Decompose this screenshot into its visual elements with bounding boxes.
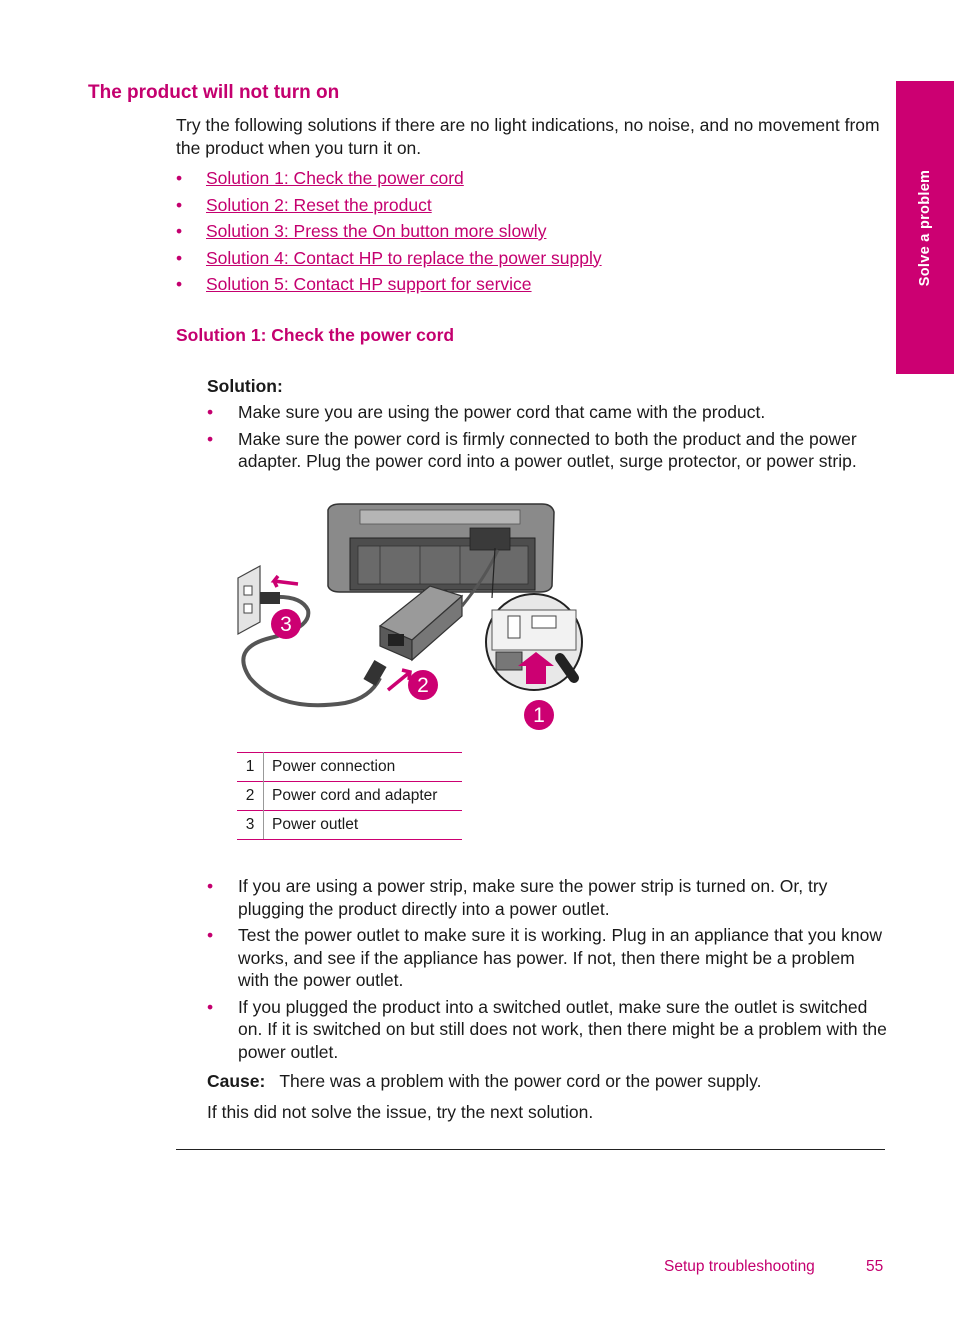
bullet: •	[207, 876, 214, 896]
bullet: •	[176, 247, 183, 268]
legend-number: 3	[237, 811, 264, 840]
bullet: •	[207, 428, 214, 449]
legend-label: Power outlet	[264, 811, 463, 840]
bullet: •	[207, 996, 214, 1017]
solution-3-link[interactable]: Solution 3: Press the On button more slowly	[206, 221, 547, 241]
solution-1-heading: Solution 1: Check the power cord	[176, 325, 455, 345]
table-row	[237, 782, 462, 811]
arrow-icon	[274, 576, 298, 587]
footer-section: Setup troubleshooting	[664, 1258, 815, 1275]
step-text: If you plugged the product into a switched outlet, make sure the outlet is switched on. If it is switched on but still does not work, then there might be a problem with the power outlet.	[238, 996, 887, 1062]
zoom-detail-image	[486, 594, 582, 690]
section-divider	[176, 1149, 885, 1150]
callout-1	[524, 700, 554, 730]
step-item	[207, 924, 887, 992]
cause-label: Cause:	[207, 1071, 266, 1091]
legend-label: Power cord and adapter	[264, 782, 463, 811]
step-text: If you are using a power strip, make sure the power strip is turned on. Or, try plugging the product directly into a power outlet.	[238, 876, 828, 919]
solution-2-link[interactable]: Solution 2: Reset the product	[206, 194, 432, 215]
bullet: •	[176, 274, 183, 294]
plug-image	[260, 592, 280, 604]
solution-list-item	[176, 219, 602, 246]
cause-text: There was a problem with the power cord or the power supply.	[279, 1071, 762, 1091]
callout-3	[271, 609, 301, 639]
svg-text:3: 3	[280, 613, 292, 636]
legend-label: Power connection	[264, 753, 463, 782]
chapter-tab-label: Solve a problem	[917, 169, 933, 286]
solution-list-item	[176, 246, 602, 273]
bullet: •	[207, 402, 214, 422]
solution-list-item	[176, 166, 602, 193]
legend-number: 2	[237, 782, 264, 811]
step-text: Make sure you are using the power cord that came with the product.	[238, 402, 766, 422]
step-item	[207, 996, 887, 1064]
callout-2	[408, 670, 438, 700]
printer-image	[328, 504, 554, 592]
page-number: 55	[866, 1258, 884, 1275]
figure-legend-table	[237, 752, 462, 840]
connector-image	[363, 660, 386, 686]
step-item	[207, 875, 887, 920]
step-item	[207, 428, 887, 473]
solution-label: Solution:	[207, 376, 283, 396]
solution-4-link[interactable]: Solution 4: Contact HP to replace the power supply	[206, 247, 602, 268]
next-solution-text: If this did not solve the issue, try the next solution.	[207, 1102, 594, 1122]
table-row	[237, 753, 462, 782]
power-connection-illustration	[230, 498, 590, 733]
bullet: •	[176, 168, 183, 188]
steps-before-list	[207, 401, 887, 477]
legend-number: 1	[237, 753, 264, 782]
wall-outlet-image	[238, 566, 260, 634]
table-row	[237, 811, 462, 840]
steps-after-list	[207, 875, 887, 1067]
solution-list-item	[176, 272, 602, 299]
solution-1-link[interactable]: Solution 1: Check the power cord	[206, 168, 464, 188]
solution-list-item	[176, 193, 602, 220]
bullet: •	[176, 221, 183, 241]
bullet: •	[207, 925, 214, 945]
svg-text:1: 1	[533, 704, 545, 727]
step-text: Test the power outlet to make sure it is working. Plug in an appliance that you know works, and see if the appliance has power. If not, then there might be a problem with the power outlet.	[238, 925, 882, 990]
arrow-icon	[388, 670, 410, 690]
solutions-list	[176, 166, 602, 299]
step-item	[207, 401, 887, 424]
cause-line	[207, 1070, 762, 1092]
chapter-tab	[896, 81, 954, 374]
bullet: •	[176, 194, 183, 215]
intro-paragraph: Try the following solutions if there are no light indications, no noise, and no movement from the product when you turn it on.	[176, 115, 880, 158]
page-heading: The product will not turn on	[88, 82, 340, 103]
svg-text:2: 2	[417, 674, 429, 697]
solution-5-link[interactable]: Solution 5: Contact HP support for service	[206, 274, 532, 294]
step-text: Make sure the power cord is firmly connected to both the product and the power adapter. Plug the power cord into a power outlet, surge protector, or power strip.	[238, 428, 857, 471]
